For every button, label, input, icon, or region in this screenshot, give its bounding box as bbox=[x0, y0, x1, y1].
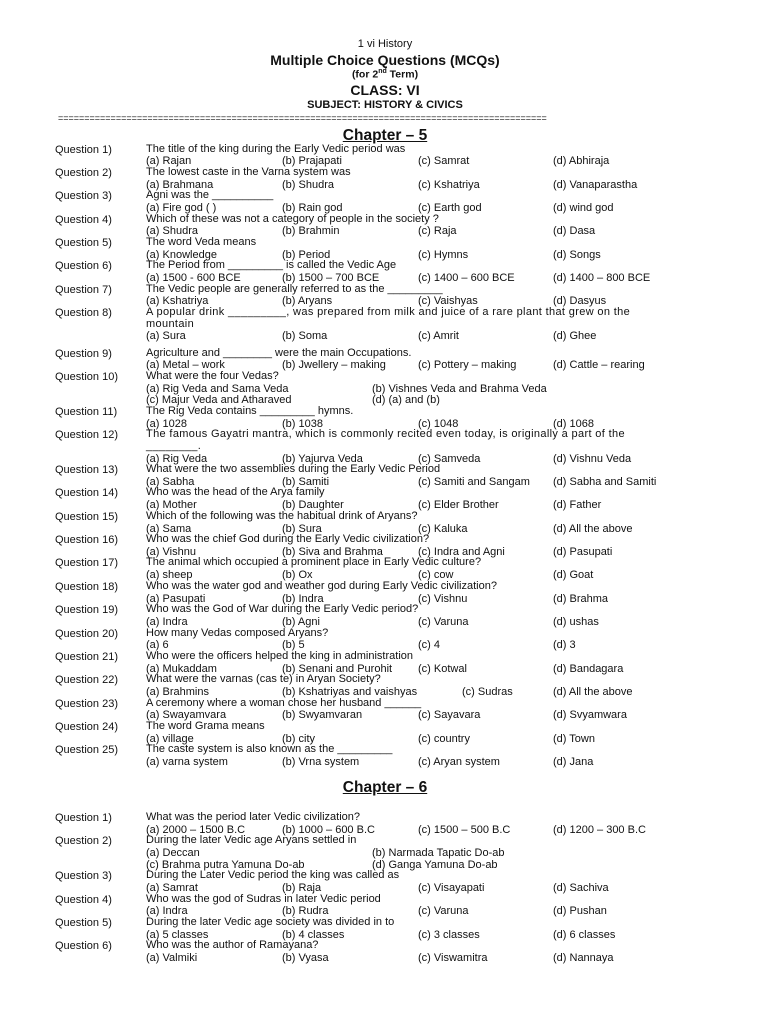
question-text: The Rig Veda contains _________ hymns. bbox=[146, 404, 354, 417]
option-a: (a) Kshatriya bbox=[146, 295, 209, 308]
option-b: (b) Sura bbox=[282, 522, 322, 535]
option-d: (d) Pasupati bbox=[553, 545, 613, 558]
option-d: (d) Ghee bbox=[553, 330, 597, 343]
option-c: (c) Samveda bbox=[418, 452, 481, 465]
question-text: The caste system is also known as the _________ bbox=[146, 743, 393, 756]
option-c: (c) cow bbox=[418, 569, 454, 582]
option-c: (c) Vishnu bbox=[418, 592, 468, 605]
document-title: Multiple Choice Questions (MCQs) bbox=[270, 52, 500, 68]
option-c: (c) Indra and Agni bbox=[418, 545, 505, 558]
option-b: (b) Samiti bbox=[282, 475, 330, 488]
option-b: (b) 4 classes bbox=[282, 928, 345, 941]
question-number: Question 25) bbox=[55, 744, 118, 757]
option-b: (b) Daughter bbox=[282, 499, 344, 512]
option-c: (c) Varuna bbox=[418, 905, 469, 918]
option-d: (d) Goat bbox=[553, 569, 594, 582]
question-text: The Period from _________ is called the Vedic Age bbox=[146, 259, 397, 272]
option-d: (d) Dasa bbox=[553, 225, 596, 238]
option-b: (b) Senani and Purohit bbox=[282, 662, 393, 675]
question-number: Question 14) bbox=[55, 487, 118, 500]
option-c: (c) 3 classes bbox=[418, 928, 480, 941]
page-header-label: 1 vi History bbox=[357, 38, 413, 50]
question-number: Question 21) bbox=[55, 651, 118, 663]
question-text: Who was the chief God during the Early Vedic civilization? bbox=[146, 533, 430, 546]
option-b: (b) 5 bbox=[282, 639, 305, 652]
question-text: During the later Vedic age society was divided in to bbox=[146, 916, 395, 928]
question-text: What were the four Vedas? bbox=[146, 370, 279, 382]
option-d: (d) Sachiva bbox=[553, 881, 609, 894]
option-d: (d) Svyamwara bbox=[553, 709, 627, 722]
option-b: (b) Siva and Brahma bbox=[282, 545, 383, 558]
question-number: Question 1) bbox=[55, 812, 112, 824]
option-c: (c) Earth god bbox=[418, 201, 482, 214]
question-number: Question 12) bbox=[55, 429, 118, 442]
option-a: (a) Mukaddam bbox=[146, 662, 217, 675]
option-a: (a) Shudra bbox=[146, 225, 198, 238]
option-d: (d) ushas bbox=[553, 615, 599, 628]
option-a: (a) Deccan bbox=[146, 847, 200, 860]
option-d: (d) Nannaya bbox=[553, 952, 614, 965]
term-prefix: (for 2 bbox=[351, 68, 379, 81]
question-text: The word Grama means bbox=[146, 720, 265, 732]
term-suffix: Term) bbox=[386, 68, 419, 81]
question-text: What was the period later Vedic civilization? bbox=[146, 811, 360, 823]
option-d: (d) Cattle – rearing bbox=[553, 359, 645, 372]
option-b: (b) Ox bbox=[282, 569, 313, 582]
question-number: Question 16) bbox=[55, 534, 118, 547]
option-d: (d) Abhiraja bbox=[553, 155, 610, 168]
option-b: (b) city bbox=[282, 732, 315, 745]
option-a: (a) Vishnu bbox=[146, 545, 196, 558]
question-text: Which of these was not a category of people in the society ? bbox=[146, 212, 439, 225]
chapter-heading: Chapter – 6 bbox=[342, 779, 428, 796]
option-c: (c) 1400 – 600 BCE bbox=[418, 271, 515, 284]
option-a: (a) Sura bbox=[146, 330, 186, 343]
option-a: (a) 1028 bbox=[146, 417, 187, 430]
option-c: (c) Samiti and Sangam bbox=[418, 475, 530, 488]
option-a: (a) village bbox=[146, 732, 194, 745]
option-d: (d) Father bbox=[553, 499, 602, 512]
option-b: (b) 1000 – 600 B.C bbox=[282, 823, 375, 836]
option-d: (d) Jana bbox=[553, 756, 594, 769]
separator-rule: ============================================================================================= bbox=[58, 113, 547, 123]
question-text: Who was the head of the Arya family bbox=[146, 486, 325, 499]
question-number: Question 13) bbox=[55, 464, 118, 476]
option-a: (a) Knowledge bbox=[146, 248, 217, 261]
option-c: (c) Sayavara bbox=[418, 709, 481, 722]
option-c: (c) Kaluka bbox=[418, 522, 468, 535]
option-a: (a) Fire god ( ) bbox=[146, 201, 217, 214]
option-a: (a) Mother bbox=[146, 499, 197, 512]
option-b: (b) Aryans bbox=[282, 295, 333, 308]
option-c: (c) Raja bbox=[418, 225, 457, 238]
option-a: (a) Rajan bbox=[146, 155, 192, 168]
option-c: (c) Varuna bbox=[418, 615, 469, 628]
question-number: Question 19) bbox=[55, 604, 118, 617]
option-d: (d) Pushan bbox=[553, 905, 607, 918]
question-number: Question 3) bbox=[55, 190, 112, 203]
question-text: Agriculture and ________ were the main Occupations. bbox=[146, 346, 412, 359]
option-a: (a) varna system bbox=[146, 756, 228, 769]
option-d: (d) 1200 – 300 B.C bbox=[553, 823, 646, 836]
option-b: (b) Soma bbox=[282, 330, 328, 343]
option-c: (c) Brahma putra Yamuna Do-ab bbox=[146, 858, 305, 871]
option-a: (a) Rig Veda and Sama Veda bbox=[146, 382, 289, 395]
question-text: During the Later Vedic period the king was called as bbox=[146, 869, 400, 882]
option-c: (c) 1048 bbox=[418, 417, 459, 430]
option-a: (a) Sabha bbox=[146, 475, 195, 488]
option-a: (a) Samrat bbox=[146, 881, 198, 894]
option-a: (a) Rig Veda bbox=[146, 452, 208, 465]
option-d: (d) Vishnu Veda bbox=[553, 452, 632, 465]
option-b: (b) Jwellery – making bbox=[282, 359, 386, 372]
question-text: During the later Vedic age Aryans settled in bbox=[146, 834, 357, 847]
option-c: (c) Majur Veda and Atharaved bbox=[146, 394, 292, 407]
option-d: (d) Songs bbox=[553, 248, 601, 261]
option-c: (c) Hymns bbox=[418, 248, 469, 261]
question-number: Question 24) bbox=[55, 721, 118, 733]
option-c: (c) 4 bbox=[418, 639, 440, 652]
option-d: (d) Town bbox=[553, 732, 595, 745]
option-a: (a) Sama bbox=[146, 522, 192, 535]
option-c: (c) Aryan system bbox=[418, 756, 500, 769]
question-number: Question 15) bbox=[55, 510, 118, 523]
question-number: Question 7) bbox=[55, 283, 112, 296]
question-number: Question 4) bbox=[55, 893, 112, 906]
question-text: What were the two assemblies during the Early Vedic Period bbox=[146, 463, 441, 475]
question-text: How many Vedas composed Aryans? bbox=[146, 626, 329, 639]
option-c: (c) Amrit bbox=[418, 330, 459, 343]
option-a: (a) sheep bbox=[146, 569, 193, 582]
question-text: Agni was the __________ bbox=[146, 189, 274, 202]
option-c: (c) Viswamitra bbox=[418, 952, 488, 965]
option-c: (c) Elder Brother bbox=[418, 499, 499, 512]
option-c: (c) Kotwal bbox=[418, 662, 467, 675]
option-b: (b) Vishnes Veda and Brahma Veda bbox=[372, 382, 547, 395]
question-number: Question 5) bbox=[55, 237, 112, 249]
option-c: (c) Sudras bbox=[462, 685, 513, 698]
class-heading: CLASS: VI bbox=[350, 82, 420, 98]
question-number: Question 11) bbox=[55, 405, 118, 418]
term-line bbox=[0, 68, 770, 81]
option-b: (b) Brahmin bbox=[282, 225, 340, 238]
question-number: Question 6) bbox=[55, 260, 112, 273]
option-c: (c) Samrat bbox=[418, 155, 470, 168]
question-text: Who was the author of Ramayana? bbox=[146, 939, 319, 952]
option-d: (d) All the above bbox=[553, 685, 633, 698]
question-number: Question 4) bbox=[55, 213, 112, 226]
option-d: (d) Sabha and Samiti bbox=[553, 475, 657, 488]
question-text: Who was the God of War during the Early Vedic period? bbox=[146, 603, 419, 616]
question-number: Question 6) bbox=[55, 940, 112, 953]
option-b: (b) Kshatriyas and vaishyas bbox=[282, 685, 418, 698]
option-b: (b) 1500 – 700 BCE bbox=[282, 271, 380, 284]
option-d: (d) Vanaparastha bbox=[553, 178, 638, 191]
question-number: Question 2) bbox=[55, 835, 112, 848]
option-c: (c) 1500 – 500 B.C bbox=[418, 823, 511, 836]
option-a: (a) Brahmana bbox=[146, 178, 214, 191]
option-a: (a) 2000 – 1500 B.C bbox=[146, 823, 246, 836]
option-b: (b) 1038 bbox=[282, 417, 323, 430]
option-a: (a) 6 bbox=[146, 639, 169, 652]
option-b: (b) Raja bbox=[282, 881, 322, 894]
option-d: (d) (a) and (b) bbox=[372, 394, 440, 407]
question-text: Who was the water god and weather god during Early Vedic civilization? bbox=[146, 579, 497, 592]
question-number: Question 18) bbox=[55, 580, 118, 593]
question-number: Question 17) bbox=[55, 557, 118, 570]
question-number: Question 1) bbox=[55, 143, 112, 156]
question-number: Question 2) bbox=[55, 166, 112, 179]
option-b: (b) Indra bbox=[282, 592, 324, 605]
option-d: (d) 3 bbox=[553, 639, 576, 652]
option-b: (b) Yajurva Veda bbox=[282, 452, 363, 465]
option-d: (d) wind god bbox=[553, 201, 614, 214]
question-number: Question 20) bbox=[55, 627, 118, 640]
option-b: (b) Prajapati bbox=[282, 155, 342, 168]
option-a: (a) Swayamvara bbox=[146, 709, 227, 722]
option-d: (d) 1400 – 800 BCE bbox=[553, 271, 651, 284]
option-b: (b) Swyamvaran bbox=[282, 709, 363, 722]
question-number: Question 3) bbox=[55, 870, 112, 883]
chapter-heading: Chapter – 5 bbox=[342, 127, 428, 144]
option-c: (c) Kshatriya bbox=[418, 178, 480, 191]
option-d: (d) All the above bbox=[553, 522, 633, 535]
option-b: (b) Narmada Tapatic Do-ab bbox=[372, 847, 505, 860]
option-b: (b) Rain god bbox=[282, 201, 343, 214]
option-a: (a) Indra bbox=[146, 905, 188, 918]
option-b: (b) Rudra bbox=[282, 905, 329, 918]
option-d: (d) 1068 bbox=[553, 417, 594, 430]
option-c: (c) Visayapati bbox=[418, 881, 485, 894]
question-number: Question 23) bbox=[55, 697, 118, 710]
subject-heading: SUBJECT: HISTORY & CIVICS bbox=[307, 99, 463, 111]
question-text: Who were the officers helped the king in administration bbox=[146, 650, 413, 662]
term-superscript: nd bbox=[378, 68, 387, 75]
option-b: (b) Vrna system bbox=[282, 756, 360, 769]
option-c: (c) country bbox=[418, 732, 470, 745]
option-c: (c) Pottery – making bbox=[418, 359, 517, 372]
option-a: (a) Valmiki bbox=[146, 952, 198, 965]
option-c: (c) Vaishyas bbox=[418, 295, 478, 308]
option-a: (a) 1500 - 600 BCE bbox=[146, 271, 241, 284]
question-text: What were the varnas (cas te) in Aryan Society? bbox=[146, 673, 381, 686]
option-a: (a) Metal – work bbox=[146, 359, 225, 372]
option-d: (d) Brahma bbox=[553, 592, 609, 605]
question-text: The Vedic people are generally referred to as the _________ bbox=[146, 282, 443, 295]
option-a: (a) Indra bbox=[146, 615, 188, 628]
option-a: (a) Brahmins bbox=[146, 685, 209, 698]
question-number: Question 5) bbox=[55, 917, 112, 929]
question-text: Which of the following was the habitual drink of Aryans? bbox=[146, 509, 418, 522]
question-text: The title of the king during the Early Vedic period was bbox=[146, 142, 406, 155]
option-d: (d) Ganga Yamuna Do-ab bbox=[372, 858, 498, 871]
option-a: (a) 5 classes bbox=[146, 928, 209, 941]
question-number: Question 9) bbox=[55, 347, 112, 360]
question-text: A ceremony where a woman chose her husband ______ bbox=[146, 696, 422, 709]
question-number: Question 8) bbox=[55, 307, 112, 319]
question-number: Question 10) bbox=[55, 371, 118, 383]
question-number: Question 22) bbox=[55, 674, 118, 687]
question-text: The animal which occupied a prominent place in Early Vedic culture? bbox=[146, 556, 482, 569]
option-d: (d) 6 classes bbox=[553, 928, 616, 941]
option-a: (a) Pasupati bbox=[146, 592, 206, 605]
option-b: (b) Agni bbox=[282, 615, 320, 628]
option-b: (b) Period bbox=[282, 248, 331, 261]
question-text: The lowest caste in the Varna system was bbox=[146, 165, 351, 178]
option-d: (d) Dasyus bbox=[553, 295, 607, 308]
question-text: Who was the god of Sudras in later Vedic period bbox=[146, 892, 381, 905]
option-d: (d) Bandagara bbox=[553, 662, 624, 675]
option-b: (b) Shudra bbox=[282, 178, 334, 191]
question-text: The word Veda means bbox=[146, 236, 257, 248]
option-b: (b) Vyasa bbox=[282, 952, 329, 965]
question-text: The famous Gayatri mantra, which is commonly recited even today, is originally a part of the ________. bbox=[146, 428, 625, 452]
question-text: A popular drink _________, was prepared from milk and juice of a rare plant that grew on the mountain bbox=[146, 306, 631, 330]
